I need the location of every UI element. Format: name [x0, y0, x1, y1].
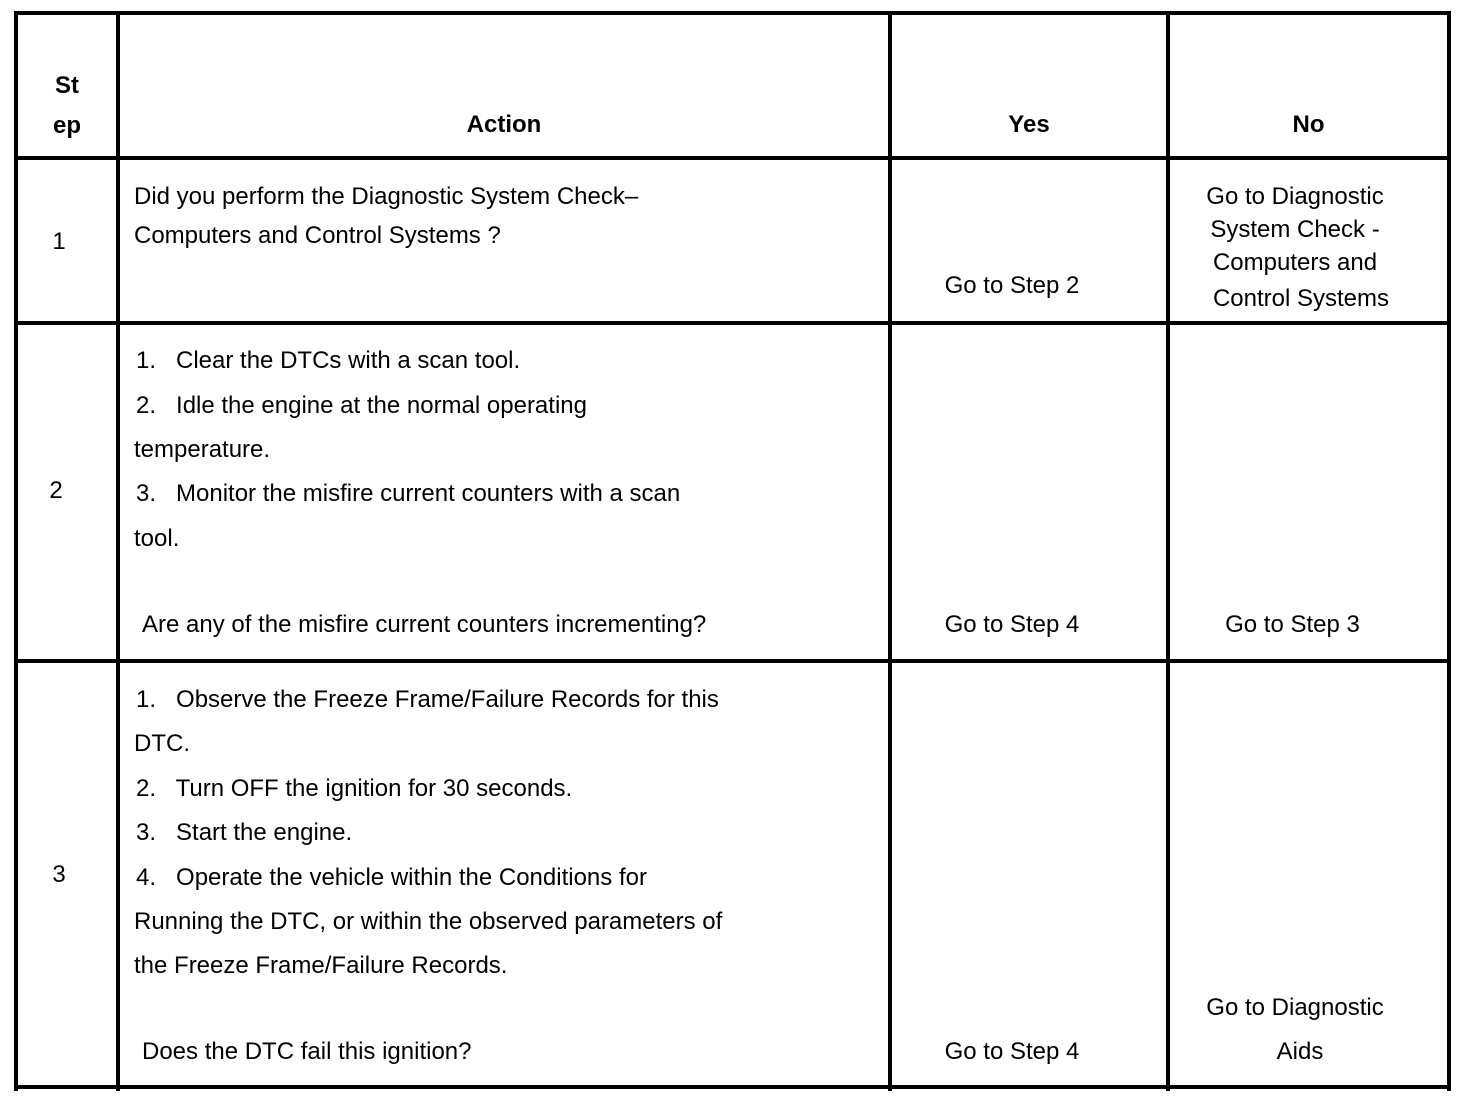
header-yes: Yes	[1008, 111, 1050, 138]
no-line: Computers and	[1212, 249, 1378, 276]
action-line: DTC.	[134, 730, 190, 757]
no-line: System Check -	[1210, 216, 1380, 243]
action-line: Running the DTC, or within the observed parameters of	[134, 908, 723, 935]
no-line: Go to Diagnostic	[1206, 183, 1384, 210]
column-divider	[14, 11, 18, 1091]
action-line: 3. Monitor the misfire current counters with a scan	[136, 480, 681, 507]
header-divider	[14, 156, 1451, 160]
header-action: Action	[466, 111, 542, 138]
action-line: temperature.	[134, 436, 271, 463]
no-line: Control Systems	[1212, 285, 1390, 312]
step-number: 1	[52, 228, 66, 255]
action-line: 3. Start the engine.	[136, 819, 353, 846]
yes-cell: Go to Step 2	[944, 272, 1080, 299]
step-number: 3	[52, 861, 66, 888]
action-line: 2. Turn OFF the ignition for 30 seconds.	[136, 775, 573, 802]
action-line: tool.	[134, 525, 180, 552]
action-question: Are any of the misfire current counters incrementing?	[142, 611, 707, 638]
column-divider	[1166, 11, 1170, 1091]
no-cell: Go to Step 3	[1225, 611, 1360, 638]
column-divider	[888, 11, 892, 1091]
action-line: 1. Observe the Freeze Frame/Failure Records for this	[136, 686, 719, 713]
action-question: Does the DTC fail this ignition?	[142, 1038, 472, 1065]
table-border-top	[14, 11, 1451, 15]
table-border-bottom	[14, 1085, 1451, 1089]
yes-cell: Go to Step 4	[944, 1038, 1080, 1065]
header-step-line1: St	[55, 72, 79, 99]
action-line: the Freeze Frame/Failure Records.	[134, 952, 508, 979]
step-number: 2	[49, 477, 63, 504]
yes-cell: Go to Step 4	[944, 611, 1080, 638]
action-line: Did you perform the Diagnostic System Check–	[134, 183, 639, 210]
column-divider	[116, 11, 120, 1091]
action-line: 4. Operate the vehicle within the Conditions for	[136, 864, 647, 891]
row-divider	[14, 321, 1451, 325]
no-line: Aids	[1276, 1038, 1324, 1065]
action-line: 1. Clear the DTCs with a scan tool.	[136, 347, 521, 374]
action-line: Computers and Control Systems ?	[134, 222, 501, 249]
action-line: 2. Idle the engine at the normal operating	[136, 392, 587, 419]
row-divider	[14, 659, 1451, 663]
column-divider	[1447, 11, 1451, 1091]
header-step-line2: ep	[52, 112, 81, 139]
header-no: No	[1292, 111, 1325, 138]
no-line: Go to Diagnostic	[1206, 994, 1384, 1021]
